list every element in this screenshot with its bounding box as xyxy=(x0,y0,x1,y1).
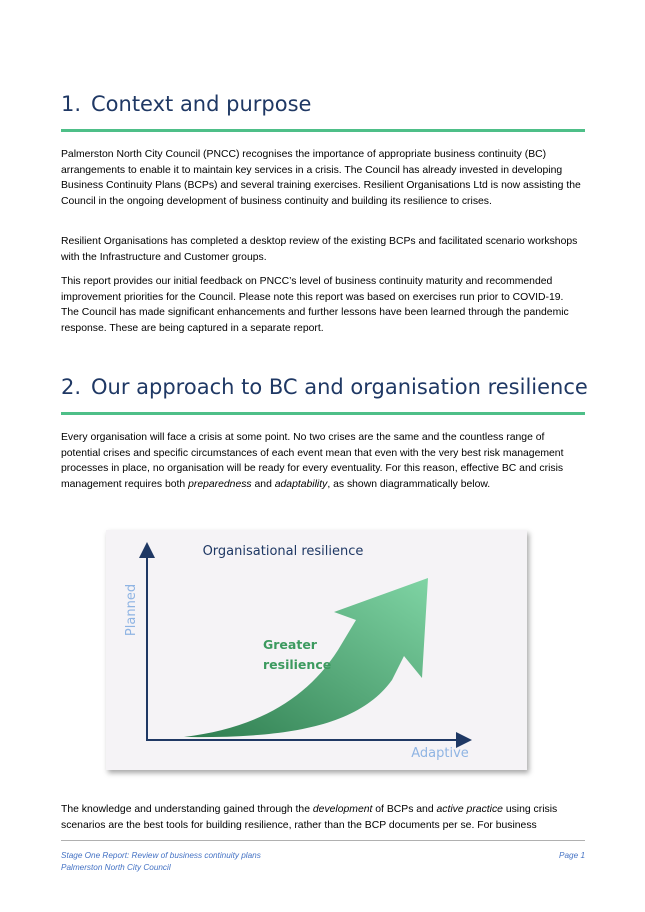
resilience-diagram xyxy=(106,530,527,770)
section-1-heading xyxy=(61,92,585,116)
resilience-diagram-svg xyxy=(106,530,527,770)
footer-page-number: Page 1 xyxy=(559,851,585,860)
section-2-heading xyxy=(61,375,588,399)
section-1-paragraph-2: Resilient Organisations has completed a desktop review of the existing BCPs and facilitated scenario workshops with the Infrastructure and Customer groups. xyxy=(61,236,578,263)
section-1-number: 1. xyxy=(61,92,82,116)
diagram-title: Organisational resilience xyxy=(202,544,364,559)
arrow-label-line-1: Greater xyxy=(263,637,317,652)
section-1-paragraph-3: This report provides our initial feedback on PNCC’s level of business continuity maturity and recommended improvement priorities for the Council. Please note this report was based on exercises run prior to COVID-19. The Council has made significant enhancements and further lessons have been learned through the pandemic response. These are being captured in a separate report. xyxy=(61,276,569,334)
footer-organisation: Palmerston North City Council xyxy=(61,863,171,872)
paragraph-text: of BCPs and xyxy=(372,804,437,815)
footer-rule xyxy=(61,840,585,841)
x-axis-label: Adaptive xyxy=(411,746,469,761)
y-axis-label: Planned xyxy=(124,583,139,637)
section-2-paragraph-1 xyxy=(61,430,581,492)
emphasis-development: development xyxy=(312,804,373,815)
arrow-label-line-2: resilience xyxy=(263,657,332,672)
paragraph-text: The knowledge and understanding gained through the xyxy=(61,804,313,815)
paragraph-text: , as shown diagrammatically below. xyxy=(327,478,491,490)
paragraph-text: and xyxy=(251,478,275,490)
section-1-rule xyxy=(61,129,585,132)
emphasis-active-practice: active practice xyxy=(436,804,503,815)
section-2-rule xyxy=(61,412,585,415)
paragraph-text: Every organisation will face a crisis at some point. No two crises are the same and the countless range of potential crises and specific circumstances of each event mean that even with the very best risk management processes in place, no organisation will be ready for every eventuality. For this reason, effective BC and crisis management requires both xyxy=(61,432,564,490)
emphasis-preparedness: preparedness xyxy=(188,478,252,490)
emphasis-adaptability: adaptability xyxy=(274,478,328,490)
section-1-title: Context and purpose xyxy=(91,92,312,116)
section-2-title: Our approach to BC and organisation resilience xyxy=(91,375,588,399)
footer-report-title: Stage One Report: Review of business continuity plans xyxy=(61,851,261,860)
section-1-paragraph-1: Palmerston North City Council (PNCC) recognises the importance of appropriate business continuity (BC) arrangements to enable it to maintain key services in a crisis. The Council has already invested in developing Business Continuity Plans (BCPs) and several training exercises. Resilient Organisations Ltd is now assisting the Council in the ongoing development of business continuity and building its resilience to crises. xyxy=(61,149,581,207)
paragraph-text: using crisis scenarios are the best tools for building resilience, rather than the BCP documents per se. For business xyxy=(61,804,558,831)
section-2-number: 2. xyxy=(61,375,82,399)
section-2-paragraph-2 xyxy=(61,802,581,833)
